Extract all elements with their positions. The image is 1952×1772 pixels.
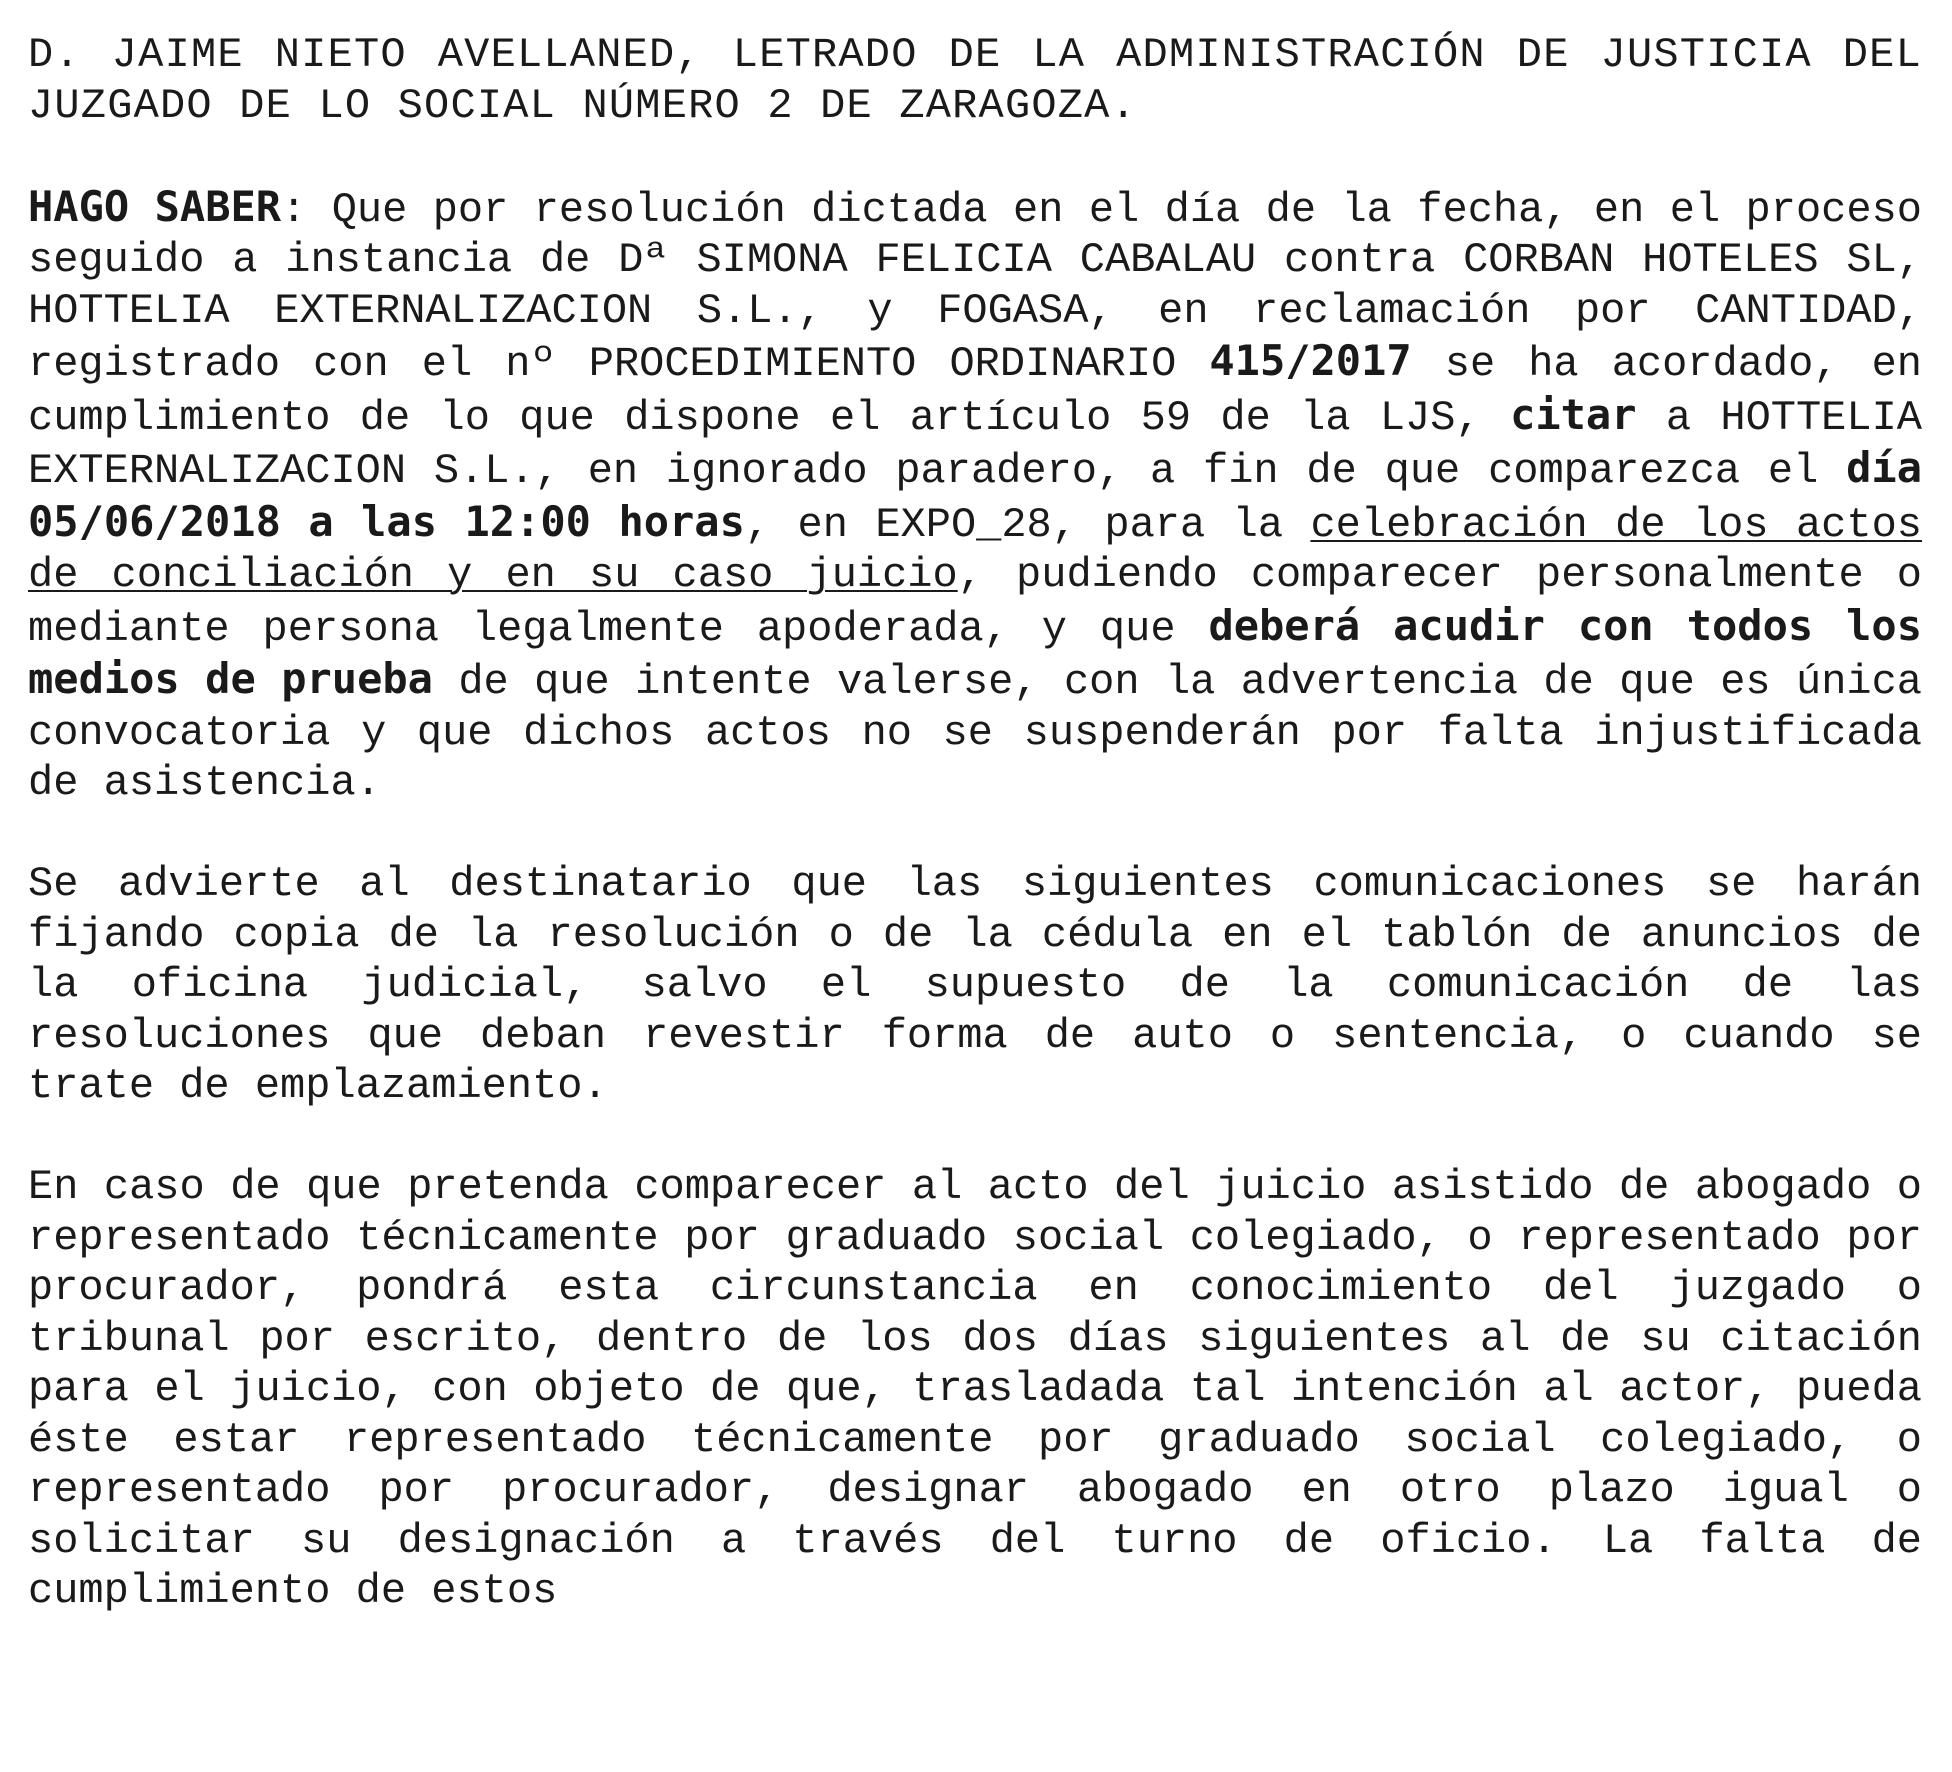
notice-text-5: , pudiendo comparecer personalmente o mediante persona legalmente apoderada, y que — [28, 551, 1922, 653]
case-number: 415/2017 — [1209, 336, 1412, 385]
notice-paragraph — [28, 182, 1922, 809]
hearing-date-time: día 05/06/2018 a las 12:00 horas — [28, 443, 1922, 546]
notice-text-2: se ha acordado, en cumplimiento de lo que dispone el artículo 59 de la LJS, — [28, 340, 1922, 442]
notice-text-3: a HOTTELIA EXTERNALIZACION S.L., en ignorado paradero, a fin de que comparezca el — [28, 393, 1923, 495]
legal-representation-paragraph: En caso de que pretenda comparecer al acto del juicio asistido de abogado o representado técnicamente por graduado social colegiado, o representado por procurador, pondrá esta circunstancia en conocimiento del juzgado o tribunal por escrito, dentro de los dos días siguientes al de su citación para el juicio, con objeto de que, trasladada tal intención al actor, pueda éste estar representado técnicamente por graduado social colegiado, o representado por procurador, designar abogado en otro plazo igual o solicitar su designación a través del turno de oficio. La falta de cumplimiento de estos — [28, 1163, 1922, 1615]
notice-text-1: : Que por resolución dictada en el día de la fecha, en el proceso seguido a instancia de Dª SIMONA FELICIA CABALAU contra CORBAN HOTELES SL, HOTTELIA EXTERNALIZACION S.L., y FOGASA, en reclamación por CANTIDAD, registrado con el nº PROCEDIMIENTO ORDINARIO — [28, 185, 1922, 388]
communications-paragraph: Se advierte al destinatario que las siguientes comunicaciones se harán fijando copia de la resolución o de la cédula en el tablón de anuncios de la oficina judicial, salvo el supuesto de la comunicación de las resoluciones que deban revestir forma de auto o sentencia, o cuando se trate de emplazamiento. — [28, 860, 1922, 1110]
conciliation-underlined: celebración de los actos de conciliación y en su caso juicio — [28, 500, 1922, 599]
notice-text-4: , en EXPO_28, para la — [744, 500, 1311, 549]
header-paragraph: D. JAIME NIETO AVELLANED, LETRADO DE LA ADMINISTRACIÓN DE JUSTICIA DEL JUZGADO DE LO SOCIAL NÚMERO 2 DE ZARAGOZA. — [28, 31, 1922, 130]
hago-saber-lead: HAGO SABER — [28, 181, 282, 231]
citar-keyword: citar — [1510, 389, 1637, 439]
notice-text-6: de que intente valerse, con la advertencia de que es única convocatoria y que dichos actos no se suspenderán por falta injustificada de asistencia. — [28, 658, 1923, 807]
evidence-requirement: deberá acudir con todos los medios de prueba — [28, 600, 1922, 703]
document-page — [28, 30, 1922, 1667]
